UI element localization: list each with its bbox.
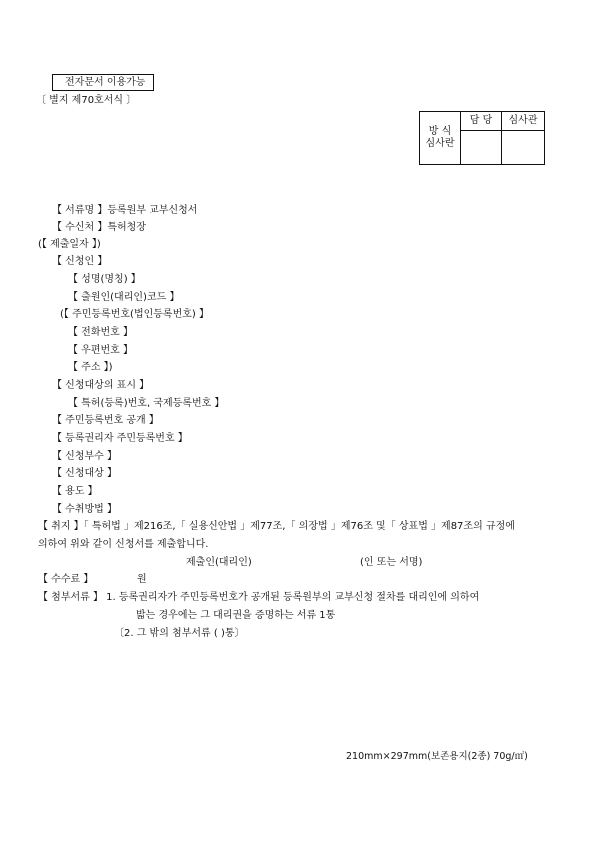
recipient-field: 【 수신처 】특허청장 [52,222,146,233]
submit-date-field[interactable]: (【 제출일자 】) [38,239,101,250]
approval-box [419,111,545,165]
e-document-badge: 전자문서 이용가능 [52,74,154,91]
approval-examiner-sign-cell[interactable] [502,131,545,165]
approval-label-review: 심사란 [425,138,455,149]
doc-title: 【 서류명 】등록원부 교부신청서 [52,205,198,216]
applicant-heading: 【 신청인 】 [52,256,108,267]
address-field[interactable]: 【 주소 】) [68,362,113,373]
purpose-field[interactable]: 【 용도 】 [52,486,98,497]
seal-signature[interactable]: (인 또는 서명) [360,557,423,568]
applicant-name-field[interactable]: 【 성명(명칭) 】 [68,274,141,285]
holder-id-field[interactable]: 【 등록권리자 주민등록번호 】 [52,433,188,444]
applicant-code-field[interactable]: 【 출원인(대리인)코드 】 [68,292,180,303]
purport-line-2: 의하여 위와 같이 신청서를 제출합니다. [38,539,209,550]
target-field[interactable]: 【 신청대상 】 [52,468,117,479]
approval-row-label [420,112,461,165]
approval-charge-sign-cell[interactable] [461,131,502,165]
receive-method-field[interactable]: 【 수취방법 】 [52,504,117,515]
patent-number-field[interactable]: 【 특허(등록)번호, 국제등록번호 】 [68,398,225,409]
purport-line-1: 【 취지 】「 특허법 」제216조,「 실용신안법 」제77조,「 의장법 」제76조 및「 상표법 」제87조의 규정에 [38,521,515,532]
attachment-line-2: 밟는 경우에는 그 대리권을 증명하는 서류 1통 [136,610,336,621]
submitter-label: 제출인(대리인) [186,557,252,568]
disclose-id-field[interactable]: 【 주민등록번호 공개 】 [52,415,159,426]
form-number: 〔 별지 제70호서식 〕 [36,95,137,106]
approval-label-method: 방 식 [428,126,452,137]
copies-field[interactable]: 【 신청부수 】 [52,451,117,462]
fee-unit: 원 [137,574,147,585]
phone-field[interactable]: 【 전화번호 】 [68,327,133,338]
attachment-line-1: 【 첨부서류 】 1. 등록권리자가 주민등록번호가 공개된 등록원부의 교부신청 절차를 대리인에 의하여 [38,592,480,603]
approval-col-examiner: 심사관 [502,112,545,131]
attachment-line-3: 〔2. 그 밖의 첨부서류 ( )통〕 [114,628,245,639]
postal-code-field[interactable]: 【 우편번호 】 [68,345,133,356]
paper-spec: 210mm×297mm(보존용지(2종) 70g/㎡) [346,751,528,762]
approval-col-charge: 담 당 [461,112,502,131]
registration-number-field[interactable]: (【 주민등록번호(법인등록번호) 】 [60,309,209,320]
fee-label: 【 수수료 】 [38,574,94,585]
target-display-heading: 【 신청대상의 표시 】 [52,380,150,391]
